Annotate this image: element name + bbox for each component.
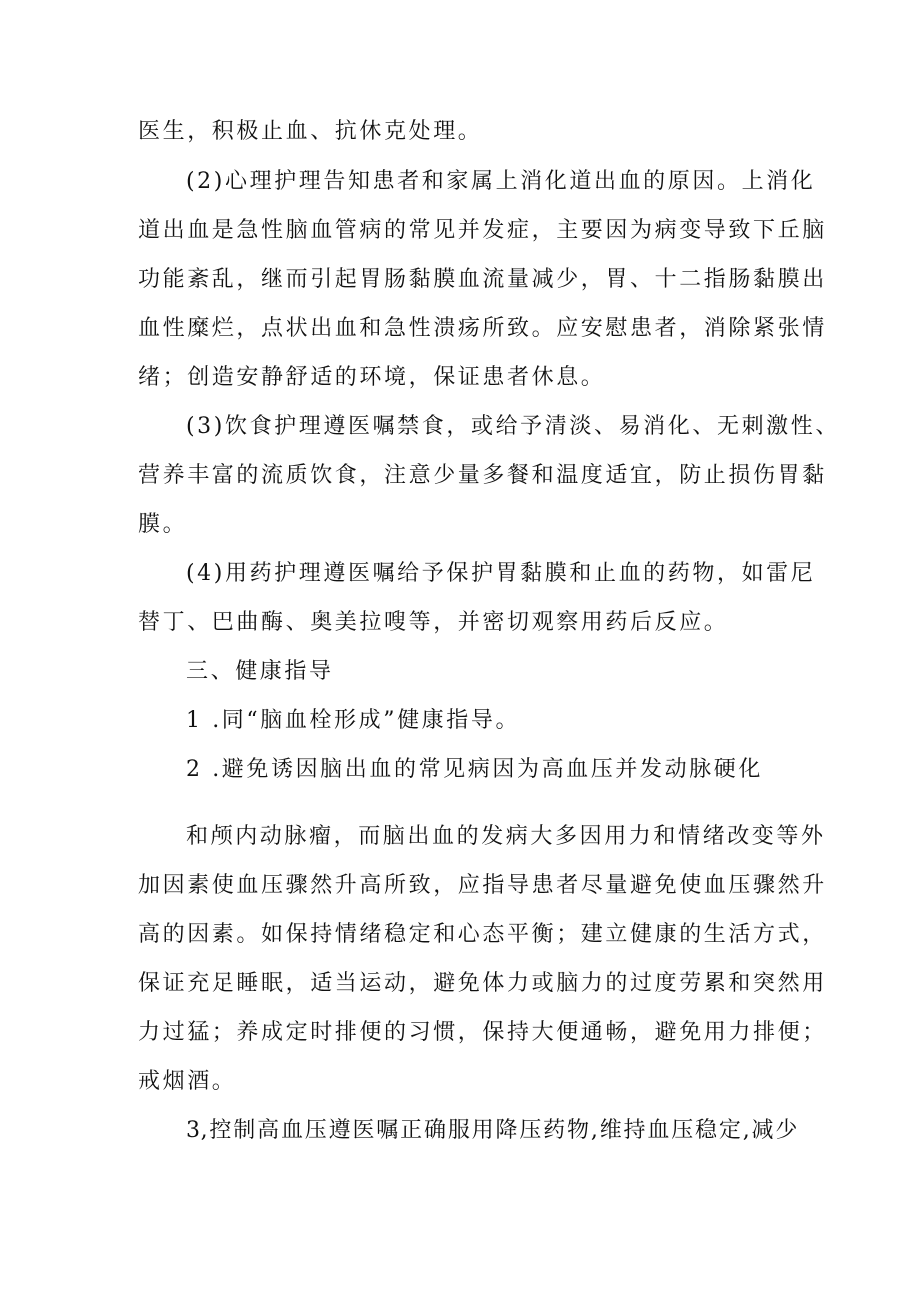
paragraph-heading-diet-care: (3)饮食护理遵医嘱禁食，或给予清淡、易消化、无刺激性、 xyxy=(186,414,840,439)
text-line: 和颅内动脉瘤，而脑出血的发病大多因用力和情绪改变等外 xyxy=(186,824,826,849)
text-line: 高的因素。如保持情绪稳定和心态平衡；建立健康的生活方式， xyxy=(138,922,827,947)
text-line: 营养丰富的流质饮食，注意少量多餐和温度适宜，防止损伤胃黏 xyxy=(138,463,827,488)
text-line: 膜。 xyxy=(138,512,188,537)
text-line: 力过猛；养成定时排便的习惯，保持大便通畅，避免用力排便； xyxy=(138,1020,827,1045)
list-item: 1 .同“脑血栓形成”健康指导。 xyxy=(186,708,521,733)
text-line: 保证充足睡眠，适当运动，避免体力或脑力的过度劳累和突然用 xyxy=(138,971,827,996)
text-line: 替丁、巴曲酶、奥美拉嗖等，并密切观察用药后反应。 xyxy=(138,610,729,635)
text-line: 血性糜烂，点状出血和急性溃疡所致。应安慰患者，消除紧张情 xyxy=(138,316,827,341)
text-line: 戒烟酒。 xyxy=(138,1069,237,1094)
text-line: 医生，积极止血、抗休克处理。 xyxy=(138,119,483,144)
paragraph-heading-psychological-care: (2)心理护理告知患者和家属上消化道出血的原因。上消化 xyxy=(186,169,816,194)
section-heading-health-guidance: 三、健康指导 xyxy=(186,659,334,684)
text-line: 绪；创造安静舒适的环境，保证患者休息。 xyxy=(138,365,606,390)
text-line: 道出血是急性脑血管病的常见并发症，主要因为病变导致下丘脑 xyxy=(138,218,827,243)
list-item: 2 .避免诱因脑出血的常见病因为高血压并发动脉硬化 xyxy=(186,757,763,782)
paragraph-heading-medication-care: (4)用药护理遵医嘱给予保护胃黏膜和止血的药物，如雷尼 xyxy=(186,561,816,586)
text-line: 功能紊乱，继而引起胃肠黏膜血流量减少，胃、十二指肠黏膜出 xyxy=(138,267,827,292)
text-line: 加因素使血压骤然升高所致，应指导患者尽量避免使血压骤然升 xyxy=(138,873,827,898)
list-item: 3,控制高血压遵医嘱正确服用降压药物,维持血压稳定,减少 xyxy=(186,1118,798,1143)
